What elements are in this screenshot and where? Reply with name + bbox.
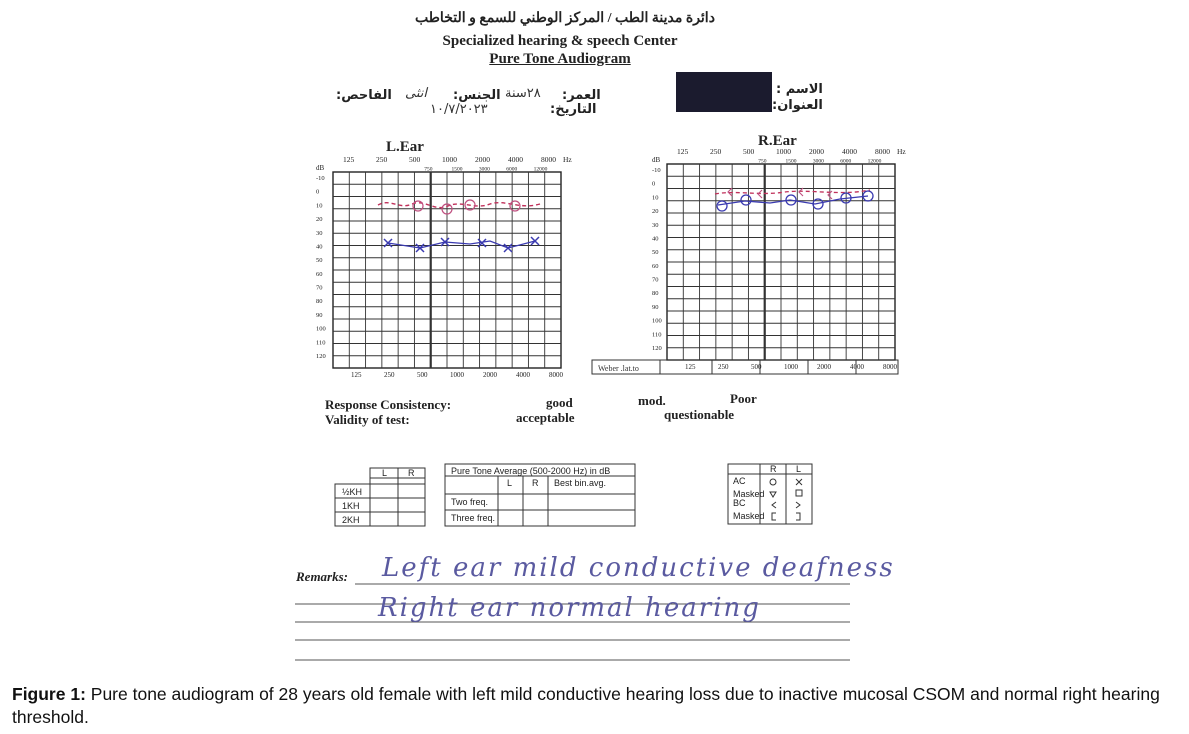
legend-ac-right-icon bbox=[770, 479, 776, 485]
date-label: التاريخ: bbox=[550, 102, 597, 117]
pta-header-r: R bbox=[532, 478, 539, 488]
right-freq-bottom-label: 8000 bbox=[883, 363, 897, 371]
legend-masked-right-icon bbox=[770, 492, 776, 497]
left-db-label: 90 bbox=[316, 311, 323, 319]
legend-masked-bc-right-icon bbox=[772, 513, 776, 520]
left-freq-bottom-label: 125 bbox=[351, 371, 362, 379]
left-bone-conduction-trace bbox=[378, 203, 540, 208]
right-ac-mark bbox=[717, 201, 727, 211]
summary-tables bbox=[330, 460, 830, 530]
legend-masked-ac: Masked bbox=[733, 489, 765, 499]
row-1kh: 1KH bbox=[342, 501, 360, 511]
left-freq-mid-label: 6000 bbox=[506, 166, 518, 173]
legend-bc-left-icon bbox=[796, 502, 800, 508]
examiner-label: الفاحص: bbox=[336, 88, 392, 103]
right-db-label: 80 bbox=[652, 290, 659, 298]
right-freq-top-label: 8000 bbox=[875, 147, 890, 156]
pta-best-col: Best bin.avg. bbox=[554, 478, 607, 488]
left-db-label: 120 bbox=[316, 353, 326, 360]
right-freq-top-label: 125 bbox=[677, 147, 689, 156]
left-freq-mid-label: 12000 bbox=[533, 166, 548, 173]
remark-line-2: Right ear normal hearing bbox=[378, 593, 761, 623]
left-freq-bottom-label: 8000 bbox=[549, 371, 563, 379]
right-freq-mid-label: 750 bbox=[758, 158, 767, 165]
remarks-label: Remarks: bbox=[296, 569, 348, 584]
left-freq-bottom-label: 500 bbox=[417, 371, 428, 379]
right-db-label: 10 bbox=[652, 194, 659, 202]
left-freq-top-label: 500 bbox=[409, 155, 421, 164]
right-db-label: 100 bbox=[652, 317, 662, 325]
legend-ac: AC bbox=[733, 476, 746, 486]
left-ac-mark bbox=[531, 237, 539, 245]
right-db-label: 20 bbox=[652, 208, 659, 216]
left-db-label: 10 bbox=[316, 202, 323, 210]
right-freq-bottom-label: 2000 bbox=[817, 363, 831, 371]
right-db-label: 90 bbox=[652, 303, 659, 311]
left-freq-top-label: 125 bbox=[343, 155, 355, 164]
lr-header-r: R bbox=[408, 468, 415, 478]
right-freq-top-label: 1000 bbox=[776, 147, 791, 156]
legend-bc: BC bbox=[733, 498, 746, 508]
right-freq-bottom-label: 125 bbox=[685, 363, 696, 371]
pta-header-l: L bbox=[507, 478, 513, 488]
left-db-unit: dB bbox=[316, 164, 325, 172]
legend-masked-left-icon bbox=[796, 490, 802, 496]
legend-masked-bc-left-icon bbox=[796, 513, 800, 520]
response-consistency-label: Response Consistency: bbox=[325, 397, 452, 412]
audiogram-title: Pure Tone Audiogram bbox=[489, 51, 631, 67]
left-db-label: 20 bbox=[316, 216, 323, 224]
left-freq-top-label: 250 bbox=[376, 155, 388, 164]
right-ear-label: R.Ear bbox=[758, 133, 797, 149]
left-freq-mid-label: 750 bbox=[424, 166, 433, 173]
left-db-label: 50 bbox=[316, 257, 323, 265]
left-db-label: 70 bbox=[316, 284, 323, 292]
right-freq-mid-label: 12000 bbox=[867, 158, 882, 165]
pta-three-freq: Three freq. bbox=[451, 513, 496, 523]
sex-label: الجنس: bbox=[453, 88, 501, 103]
right-db-label: 0 bbox=[652, 180, 656, 188]
right-db-label: 110 bbox=[652, 331, 662, 339]
right-db-label: 40 bbox=[652, 235, 659, 243]
row-2kh: 2KH bbox=[342, 515, 360, 525]
right-freq-bottom-label: 4000 bbox=[850, 363, 864, 371]
row-half-kh: ½KH bbox=[342, 487, 363, 497]
pta-two-freq: Two freq. bbox=[451, 497, 489, 507]
right-freq-bottom-label: 500 bbox=[751, 363, 762, 371]
right-freq-mid-label: 3000 bbox=[812, 158, 824, 165]
right-freq-mid-label: 1500 bbox=[785, 158, 797, 165]
right-freq-top-label: 4000 bbox=[842, 147, 857, 156]
right-db-label: 70 bbox=[652, 276, 659, 284]
weber-label: Weber .lat.to bbox=[598, 364, 639, 373]
right-bc-mark bbox=[799, 188, 803, 196]
left-freq-top-label: 1000 bbox=[442, 155, 457, 164]
right-db-label: 60 bbox=[652, 262, 659, 270]
lr-header-l: L bbox=[382, 468, 388, 478]
right-freq-bottom-label: 250 bbox=[718, 363, 729, 371]
left-freq-bottom-label: 2000 bbox=[483, 371, 497, 379]
caption-prefix: Figure 1: bbox=[12, 684, 86, 704]
right-db-label: 30 bbox=[652, 221, 659, 229]
left-freq-top-label: 2000 bbox=[475, 155, 490, 164]
left-ear-grid bbox=[316, 155, 572, 379]
response-good: good bbox=[546, 395, 573, 410]
response-mod: mod. bbox=[638, 393, 666, 408]
right-db-label: 120 bbox=[652, 345, 662, 352]
left-db-label: 0 bbox=[316, 188, 320, 196]
right-hz-unit: Hz bbox=[897, 147, 906, 156]
right-freq-top-label: 500 bbox=[743, 147, 755, 156]
left-hz-unit: Hz bbox=[563, 155, 572, 164]
left-db-label: 60 bbox=[316, 270, 323, 278]
left-freq-bottom-label: 1000 bbox=[450, 371, 464, 379]
pta-title: Pure Tone Average (500-2000 Hz) in dB bbox=[451, 466, 611, 476]
figure-caption bbox=[12, 683, 1172, 729]
right-freq-top-label: 2000 bbox=[809, 147, 824, 156]
left-freq-bottom-label: 4000 bbox=[516, 371, 530, 379]
legend-ac-left-icon bbox=[796, 479, 802, 485]
left-air-conduction-trace bbox=[388, 241, 535, 248]
left-db-label: 110 bbox=[316, 339, 326, 347]
left-bc-mark bbox=[510, 201, 520, 211]
legend-header-r: R bbox=[770, 464, 777, 474]
right-freq-mid-label: 6000 bbox=[840, 158, 852, 165]
right-db-unit: dB bbox=[652, 156, 661, 164]
left-freq-bottom-label: 250 bbox=[384, 371, 395, 379]
center-title: Specialized hearing & speech Center bbox=[442, 33, 678, 49]
right-freq-top-label: 250 bbox=[710, 147, 722, 156]
left-db-label: 80 bbox=[316, 298, 323, 306]
right-db-label: 50 bbox=[652, 249, 659, 257]
right-db-label: -10 bbox=[652, 167, 661, 174]
age-value: ٢٨سنة bbox=[505, 86, 541, 101]
legend-masked-bc: Masked bbox=[733, 511, 765, 521]
left-freq-top-label: 8000 bbox=[541, 155, 556, 164]
left-freq-mid-label: 1500 bbox=[451, 166, 463, 173]
response-acceptable: acceptable bbox=[516, 410, 575, 425]
name-label: الاسم : bbox=[776, 82, 823, 97]
caption-text: Pure tone audiogram of 28 years old female with left mild conductive hearing loss due to inactive mucosal CSOM and normal right hearing threshold. bbox=[12, 684, 1160, 727]
age-label: العمر: bbox=[562, 88, 601, 103]
left-freq-mid-label: 3000 bbox=[478, 166, 490, 173]
left-db-label: -10 bbox=[316, 175, 325, 182]
sex-value: انثى bbox=[405, 86, 427, 101]
right-ear-grid bbox=[652, 147, 906, 371]
left-freq-top-label: 4000 bbox=[508, 155, 523, 164]
response-questionable: questionable bbox=[664, 407, 735, 422]
address-label: العنوان: bbox=[772, 98, 823, 113]
date-value: ١٠/٧/٢٠٢٣ bbox=[430, 102, 488, 117]
left-db-label: 100 bbox=[316, 325, 326, 333]
right-ac-mark bbox=[741, 195, 751, 205]
response-poor: Poor bbox=[730, 391, 757, 406]
left-ear-label: L.Ear bbox=[386, 139, 424, 155]
arabic-title: دائرة مدينة الطب / المركز الوطني للسمع و التخاطب bbox=[415, 11, 715, 26]
left-db-label: 30 bbox=[316, 229, 323, 237]
right-freq-bottom-label: 1000 bbox=[784, 363, 798, 371]
remark-line-1: Left ear mild conductive deafness bbox=[382, 553, 895, 583]
left-db-label: 40 bbox=[316, 243, 323, 251]
validity-label: Validity of test: bbox=[325, 412, 410, 427]
legend-bc-right-icon bbox=[772, 502, 776, 508]
legend-header-l: L bbox=[796, 464, 802, 474]
